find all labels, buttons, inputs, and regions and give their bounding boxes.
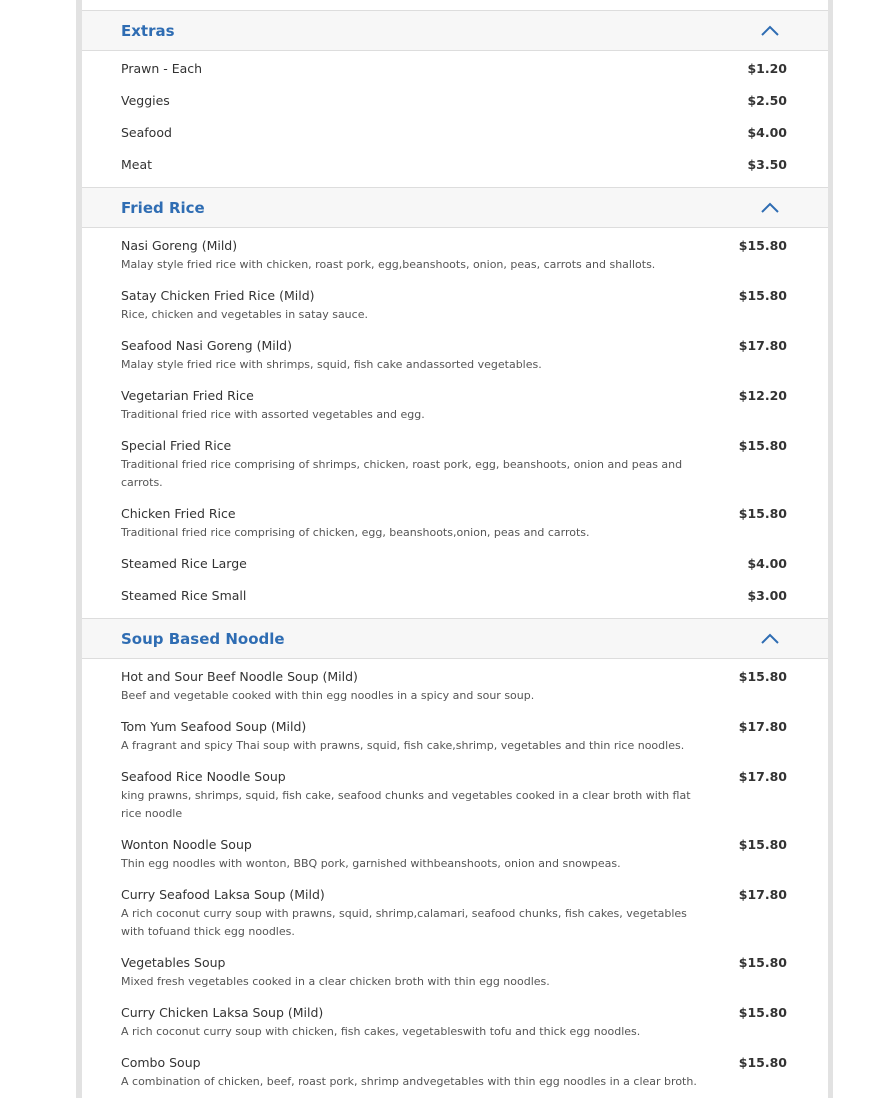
- menu-item[interactable]: [82, 123, 828, 155]
- menu-item-price: $17.80: [738, 887, 787, 902]
- menu-item-info: [121, 155, 152, 175]
- menu-item-name: Veggies: [121, 93, 170, 108]
- menu-item-name: Curry Seafood Laksa Soup (Mild): [121, 887, 325, 902]
- menu-item-price: $15.80: [738, 955, 787, 970]
- chevron-up-icon[interactable]: [760, 25, 780, 37]
- menu-item-price: $4.00: [747, 556, 787, 571]
- menu-item[interactable]: [82, 236, 828, 286]
- menu-item-name: Seafood Rice Noodle Soup: [121, 769, 286, 784]
- menu-item-price: $15.80: [738, 1055, 787, 1070]
- menu-item-name: Seafood Nasi Goreng (Mild): [121, 338, 292, 353]
- menu-item-name: Special Fried Rice: [121, 438, 232, 453]
- section-header-fried-rice[interactable]: [82, 187, 828, 228]
- menu-item-description: Malay style fried rice with chicken, roast pork, egg,beanshoots, onion, peas, carrots and shallots.: [121, 258, 656, 271]
- menu-item-description: A rich coconut curry soup with chicken, fish cakes, vegetableswith tofu and thick egg noodles.: [121, 1025, 641, 1038]
- menu-item-price: $17.80: [738, 719, 787, 734]
- menu-item-price: $15.80: [738, 288, 787, 303]
- menu-item[interactable]: [82, 767, 828, 835]
- menu-item[interactable]: [82, 1053, 828, 1103]
- section-items: [82, 659, 828, 1103]
- menu-item-price: $15.80: [738, 506, 787, 521]
- menu-item-description: Traditional fried rice with assorted vegetables and egg.: [121, 408, 425, 421]
- menu-item-name: Curry Chicken Laksa Soup (Mild): [121, 1005, 324, 1020]
- menu-item-name: Seafood: [121, 125, 172, 140]
- menu-item-info: [121, 667, 701, 705]
- menu-item-info: [121, 953, 701, 991]
- menu-item[interactable]: [82, 386, 828, 436]
- menu-item-name: Vegetables Soup: [121, 955, 226, 970]
- menu-item[interactable]: [82, 586, 828, 618]
- menu-item-description: Rice, chicken and vegetables in satay sauce.: [121, 308, 368, 321]
- menu-item-price: $17.80: [738, 338, 787, 353]
- menu-item-name: Nasi Goreng (Mild): [121, 238, 238, 253]
- menu-item-name: Chicken Fried Rice: [121, 506, 236, 521]
- section-items: [82, 228, 828, 618]
- previous-section-bottom: [82, 0, 828, 11]
- section-header-extras[interactable]: [82, 11, 828, 51]
- menu-item[interactable]: [82, 667, 828, 717]
- menu-item-name: Vegetarian Fried Rice: [121, 388, 254, 403]
- menu-item-description: A fragrant and spicy Thai soup with prawns, squid, fish cake,shrimp, vegetables and thin rice noodles.: [121, 739, 685, 752]
- menu-item[interactable]: [82, 91, 828, 123]
- menu-item-name: Tom Yum Seafood Soup (Mild): [121, 719, 307, 734]
- menu-item-description: Thin egg noodles with wonton, BBQ pork, garnished withbeanshoots, onion and snowpeas.: [121, 857, 621, 870]
- menu-panel: [76, 0, 833, 1098]
- menu-item-description: Traditional fried rice comprising of shrimps, chicken, roast pork, egg, beanshoots, onion and peas and carrots.: [121, 458, 683, 489]
- menu-item-price: $4.00: [747, 125, 787, 140]
- menu-item-description: Mixed fresh vegetables cooked in a clear chicken broth with thin egg noodles.: [121, 975, 550, 988]
- menu-item-info: [121, 336, 701, 374]
- menu-section-fried-rice: [82, 187, 828, 618]
- menu-item-price: $12.20: [738, 388, 787, 403]
- menu-item-description: Traditional fried rice comprising of chicken, egg, beanshoots,onion, peas and carrots.: [121, 526, 590, 539]
- menu-item[interactable]: [82, 436, 828, 504]
- menu-sections: [82, 11, 828, 1103]
- menu-item-description: Beef and vegetable cooked with thin egg noodles in a spicy and sour soup.: [121, 689, 535, 702]
- menu-item[interactable]: [82, 953, 828, 1003]
- menu-item[interactable]: [82, 554, 828, 586]
- menu-item-info: [121, 286, 701, 324]
- section-title: Soup Based Noodle: [121, 629, 285, 648]
- menu-section-soup-based-noodle: [82, 618, 828, 1103]
- menu-item-description: Malay style fried rice with shrimps, squid, fish cake andassorted vegetables.: [121, 358, 542, 371]
- section-title: Fried Rice: [121, 198, 205, 217]
- menu-item-description: king prawns, shrimps, squid, fish cake, seafood chunks and vegetables cooked in a clear broth with flat rice noodle: [121, 789, 691, 820]
- menu-item-info: [121, 386, 701, 424]
- chevron-up-icon[interactable]: [760, 202, 780, 214]
- menu-item-name: Combo Soup: [121, 1055, 201, 1070]
- menu-item-info: [121, 885, 701, 941]
- menu-item[interactable]: [82, 717, 828, 767]
- menu-item-info: [121, 123, 172, 143]
- menu-item[interactable]: [82, 59, 828, 91]
- menu-item[interactable]: [82, 336, 828, 386]
- menu-item-info: [121, 586, 246, 606]
- menu-item-info: [121, 91, 170, 111]
- menu-item-price: $15.80: [738, 1005, 787, 1020]
- menu-item-info: [121, 767, 701, 823]
- menu-item-description: A combination of chicken, beef, roast pork, shrimp andvegetables with thin egg noodles in a clear broth.: [121, 1075, 697, 1088]
- menu-item-name: Prawn - Each: [121, 61, 203, 76]
- menu-item-name: Wonton Noodle Soup: [121, 837, 252, 852]
- menu-item-price: $15.80: [738, 669, 787, 684]
- menu-item[interactable]: [82, 835, 828, 885]
- menu-item-info: [121, 835, 701, 873]
- menu-item-info: [121, 554, 247, 574]
- menu-item[interactable]: [82, 1003, 828, 1053]
- section-items: [82, 51, 828, 187]
- menu-item-price: $1.20: [747, 61, 787, 76]
- menu-item-info: [121, 236, 701, 274]
- menu-item-info: [121, 1053, 701, 1091]
- menu-item-info: [121, 717, 701, 755]
- menu-item-name: Steamed Rice Small: [121, 588, 247, 603]
- menu-item-price: $15.80: [738, 238, 787, 253]
- menu-item-name: Hot and Sour Beef Noodle Soup (Mild): [121, 669, 358, 684]
- menu-item-info: [121, 59, 202, 79]
- menu-item[interactable]: [82, 885, 828, 953]
- chevron-up-icon[interactable]: [760, 633, 780, 645]
- menu-item-price: $3.00: [747, 588, 787, 603]
- menu-item-info: [121, 1003, 701, 1041]
- section-title: Extras: [121, 21, 175, 40]
- menu-section-extras: [82, 11, 828, 187]
- menu-item-info: [121, 504, 701, 542]
- menu-item-price: $15.80: [738, 438, 787, 453]
- menu-item-name: Satay Chicken Fried Rice (Mild): [121, 288, 315, 303]
- menu-item-info: [121, 436, 701, 492]
- menu-item-description: A rich coconut curry soup with prawns, squid, shrimp,calamari, seafood chunks, fish cakes, vegetables with tofuand thick egg noodles.: [121, 907, 687, 938]
- menu-item-price: $17.80: [738, 769, 787, 784]
- menu-item-price: $2.50: [747, 93, 787, 108]
- menu-item[interactable]: [82, 155, 828, 187]
- menu-item[interactable]: [82, 504, 828, 554]
- menu-item-name: Steamed Rice Large: [121, 556, 247, 571]
- menu-item-name: Meat: [121, 157, 153, 172]
- menu-item[interactable]: [82, 286, 828, 336]
- section-header-soup-based-noodle[interactable]: [82, 618, 828, 659]
- menu-item-price: $15.80: [738, 837, 787, 852]
- menu-item-price: $3.50: [747, 157, 787, 172]
